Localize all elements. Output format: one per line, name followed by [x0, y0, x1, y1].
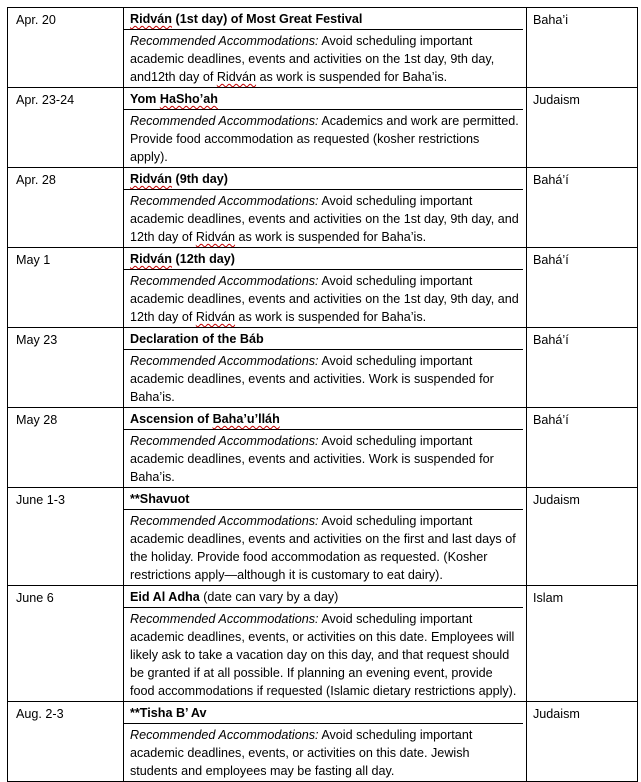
holiday-row — [8, 88, 638, 168]
holiday-religion: Bahá’í — [527, 328, 638, 408]
holiday-detail-cell — [124, 702, 527, 782]
holiday-row — [8, 702, 638, 782]
accommodations-text-end: as work is suspended for Baha’is. — [235, 310, 427, 324]
accommodations-label: Recommended Accommodations: — [130, 274, 319, 288]
holiday-religion: Islam — [527, 586, 638, 702]
holiday-title — [124, 8, 523, 30]
accommodations-text: Avoid scheduling important academic deadlines, events and activities. Work is suspended for Baha’is. — [130, 354, 494, 404]
holiday-detail-cell — [124, 328, 527, 408]
holiday-name — [130, 492, 189, 506]
holiday-date: May 28 — [8, 408, 124, 488]
holiday-religion: Bahá’í — [527, 168, 638, 248]
accommodations-text-end: as work is suspended for Baha’is. — [256, 70, 448, 84]
accommodations-label: Recommended Accommodations: — [130, 354, 319, 368]
holiday-name — [130, 252, 235, 266]
accommodations-text: Academics and work are permitted. Provide food accommodation as requested (kosher restrictions apply). — [130, 114, 519, 164]
accommodations-text: Avoid scheduling important academic deadlines, events, or activities on this date. Jewish students and employees may be fasting all day. — [130, 728, 473, 778]
holiday-accommodations — [124, 30, 526, 87]
holiday-row — [8, 248, 638, 328]
holiday-name — [130, 412, 280, 426]
holiday-date: June 1-3 — [8, 488, 124, 586]
holiday-accommodations — [124, 190, 526, 247]
holiday-name-spellchecked: Ridván — [130, 252, 172, 266]
holiday-row — [8, 586, 638, 702]
holiday-detail-cell — [124, 586, 527, 702]
holiday-title — [124, 586, 523, 608]
holiday-title — [124, 248, 523, 270]
holiday-date: Apr. 28 — [8, 168, 124, 248]
accommodations-label: Recommended Accommodations: — [130, 34, 319, 48]
holiday-name-prefix: Ascension of — [130, 412, 213, 426]
holiday-name — [130, 590, 200, 604]
holiday-table — [7, 7, 638, 782]
accommodations-text: Avoid scheduling important academic deadlines, events, or activities on this date. Employees will likely ask to take a vacation day on this day, and that request should be granted if at all possible. If planning an evening event, provide food accommodations if requested (Islamic dietary restrictions apply). — [130, 612, 517, 698]
holiday-table-body — [8, 8, 638, 782]
accommodations-spellchecked: Ridván — [195, 230, 236, 244]
holiday-religion: Judaism — [527, 488, 638, 586]
holiday-date: Aug. 2-3 — [8, 702, 124, 782]
accommodations-label: Recommended Accommodations: — [130, 194, 319, 208]
holiday-accommodations — [124, 510, 526, 585]
holiday-detail-cell — [124, 248, 527, 328]
holiday-title — [124, 168, 523, 190]
holiday-accommodations — [124, 724, 526, 781]
accommodations-spellchecked: Ridván — [195, 310, 236, 324]
holiday-accommodations — [124, 430, 526, 487]
accommodations-label: Recommended Accommodations: — [130, 434, 319, 448]
holiday-date: June 6 — [8, 586, 124, 702]
holiday-religion: Bahá’í — [527, 248, 638, 328]
holiday-religion: Baha’i — [527, 8, 638, 88]
holiday-accommodations — [124, 110, 526, 167]
holiday-date: May 23 — [8, 328, 124, 408]
holiday-accommodations — [124, 350, 526, 407]
accommodations-text: Avoid scheduling important academic deadlines, events and activities on the 1st day, 9th day, and 12th day of — [130, 274, 519, 324]
holiday-date: Apr. 23-24 — [8, 88, 124, 168]
holiday-name-suffix: (12th day) — [172, 252, 235, 266]
holiday-name-prefix: Yom — [130, 92, 160, 106]
holiday-title — [124, 702, 523, 724]
holiday-accommodations — [124, 270, 526, 327]
holiday-name-prefix: **Shavuot — [130, 492, 190, 506]
holiday-religion: Judaism — [527, 702, 638, 782]
accommodations-text: Avoid scheduling important academic deadlines, events and activities on the 1st day, 9th day, and12th day of — [130, 34, 495, 84]
holiday-name — [130, 332, 264, 346]
holiday-title — [124, 328, 523, 350]
holiday-name-spellchecked: Ridván — [130, 12, 172, 26]
accommodations-label: Recommended Accommodations: — [130, 612, 319, 626]
holiday-row — [8, 328, 638, 408]
accommodations-spellchecked: Ridván — [216, 70, 257, 84]
accommodations-label: Recommended Accommodations: — [130, 728, 319, 742]
holiday-detail-cell — [124, 488, 527, 586]
holiday-title — [124, 408, 523, 430]
holiday-name-spellchecked: HaSho’ah — [159, 92, 218, 106]
holiday-date: Apr. 20 — [8, 8, 124, 88]
accommodations-text-end: as work is suspended for Baha’is. — [235, 230, 427, 244]
holiday-row — [8, 408, 638, 488]
holiday-detail-cell — [124, 88, 527, 168]
holiday-date: May 1 — [8, 248, 124, 328]
holiday-name-spellchecked: Ridván — [130, 172, 172, 186]
holiday-row — [8, 168, 638, 248]
holiday-title — [124, 88, 523, 110]
holiday-name — [130, 12, 362, 26]
holiday-name-prefix: Declaration of the Báb — [130, 332, 264, 346]
holiday-name — [130, 706, 207, 720]
holiday-name-suffix: (9th day) — [172, 172, 228, 186]
holiday-name — [130, 92, 218, 106]
holiday-title — [124, 488, 523, 510]
holiday-row — [8, 488, 638, 586]
accommodations-label: Recommended Accommodations: — [130, 514, 319, 528]
holiday-name-suffix: (1st day) of Most Great Festival — [172, 12, 363, 26]
holiday-name-prefix: Eid Al Adha — [130, 590, 200, 604]
accommodations-text: Avoid scheduling important academic deadlines, events and activities on the 1st day, 9th day, and 12th day of — [130, 194, 519, 244]
holiday-name — [130, 172, 228, 186]
holiday-row — [8, 8, 638, 88]
holiday-note: (date can vary by a day) — [199, 590, 339, 604]
holiday-religion: Judaism — [527, 88, 638, 168]
accommodations-text: Avoid scheduling important academic deadlines, events and activities on the first and last days of the holiday. Provide food accommodation as requested. (Kosher restrictions apply—although it is customary to eat dairy). — [130, 514, 516, 582]
accommodations-label: Recommended Accommodations: — [130, 114, 319, 128]
holiday-detail-cell — [124, 408, 527, 488]
holiday-religion: Bahá’í — [527, 408, 638, 488]
holiday-accommodations — [124, 608, 526, 701]
accommodations-text: Avoid scheduling important academic deadlines, events and activities. Work is suspended for Baha’is. — [130, 434, 494, 484]
holiday-name-prefix: **Tisha B’ Av — [130, 706, 207, 720]
holiday-detail-cell — [124, 8, 527, 88]
holiday-name-spellchecked: Baha’u’lláh — [212, 412, 280, 426]
holiday-detail-cell — [124, 168, 527, 248]
